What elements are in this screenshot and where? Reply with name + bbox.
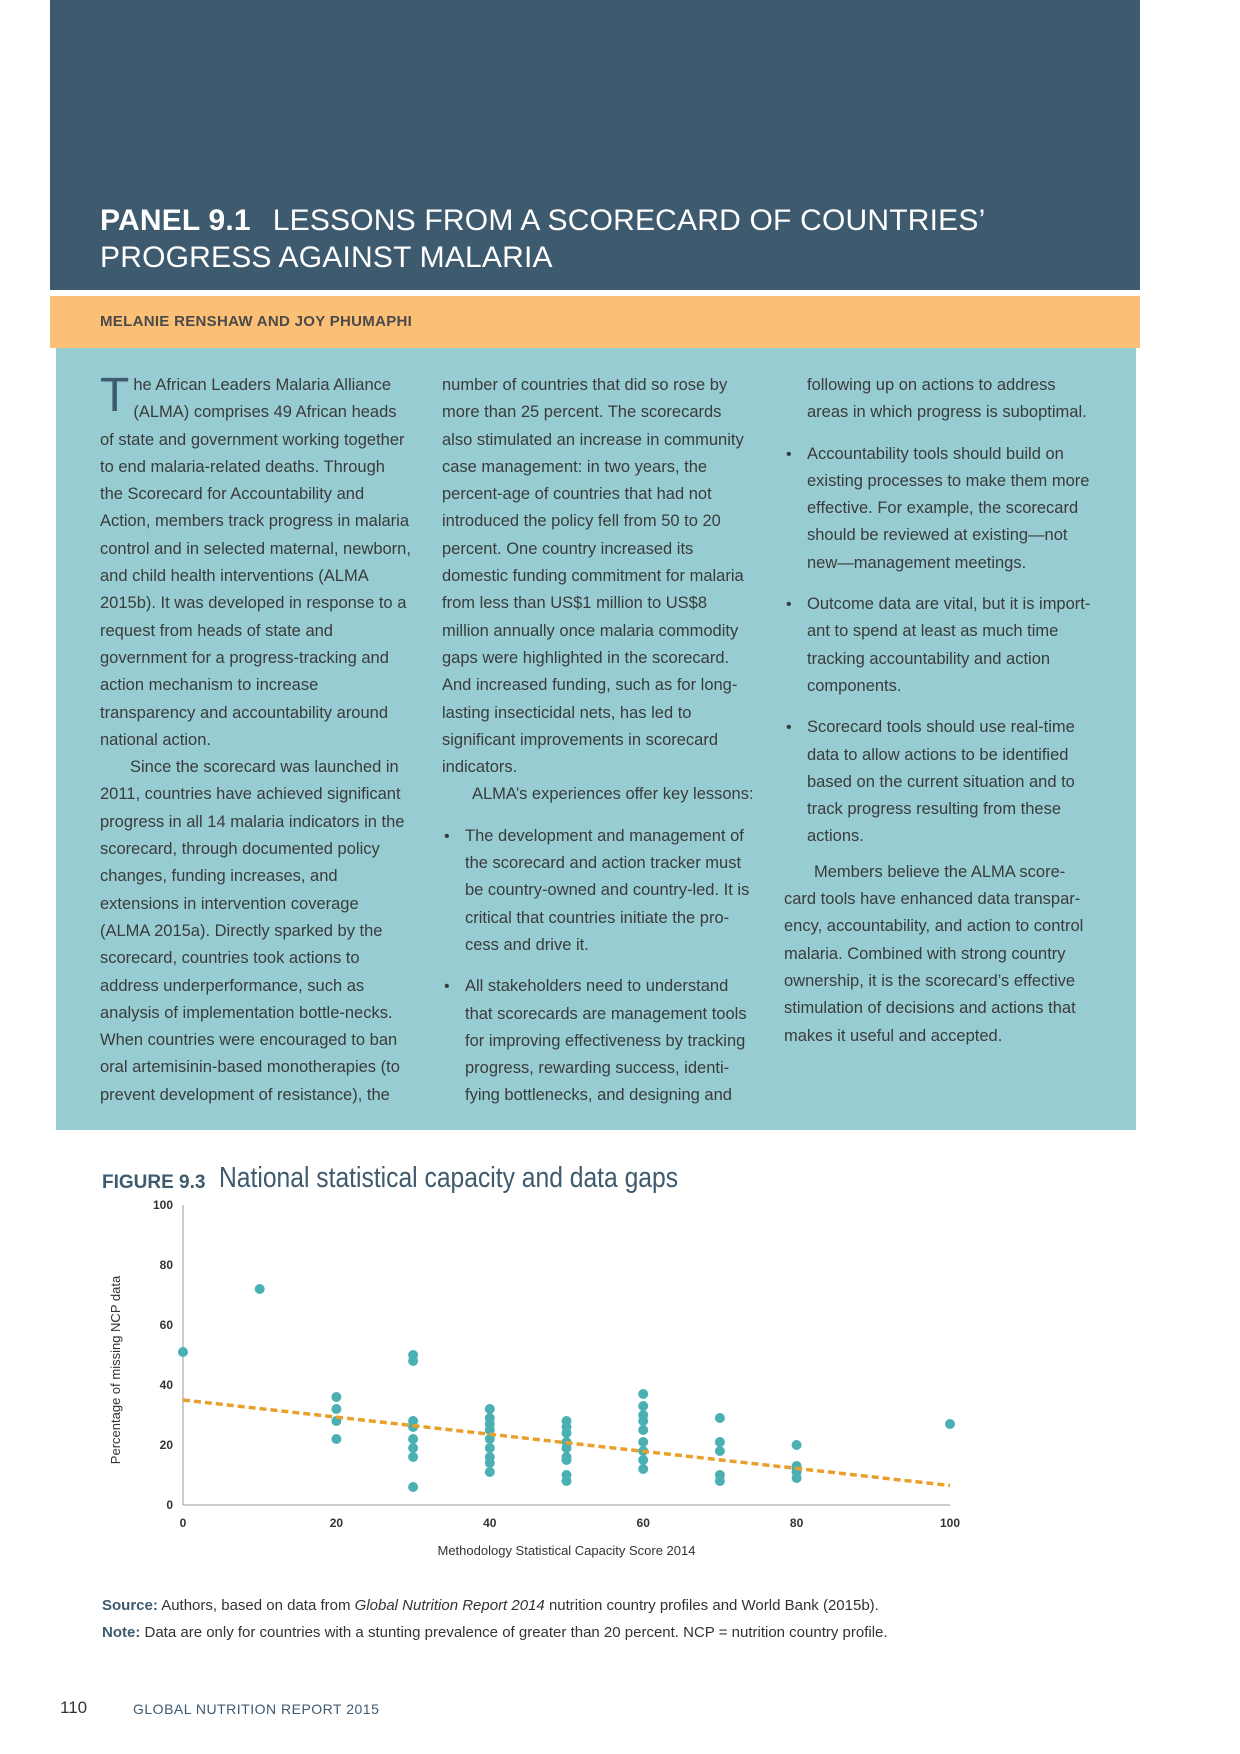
data-point (562, 1428, 572, 1438)
data-point (255, 1284, 265, 1294)
y-tick-label: 100 (152, 1198, 173, 1212)
data-point (715, 1413, 725, 1423)
data-point (178, 1347, 188, 1357)
bullet-text: All stakeholders need to understand that scorecards are management tools for improving effectiveness by tracking progress, rewarding success, identi-fying bottlenecks, and designing and (465, 977, 747, 1105)
column-2 (442, 372, 754, 1110)
column-3 (784, 372, 1096, 1050)
data-point (638, 1389, 648, 1399)
data-point (562, 1476, 572, 1486)
figure-source (102, 1597, 879, 1614)
panel-header (50, 0, 1140, 290)
drop-cap: T (100, 369, 130, 422)
figure-note (102, 1624, 888, 1641)
source-label: Source: (102, 1597, 158, 1614)
bullet-icon: • (786, 445, 792, 463)
figure-label: FIGURE 9.3 (102, 1172, 206, 1193)
panel-label: PANEL 9.1 (100, 204, 251, 237)
bullet-text: Accountability tools should build on existing processes to make them more effective. For example, the scorecard should be reviewed at existing—not new—management meetings. (807, 444, 1090, 572)
paragraph: following up on actions to address areas in which progress is suboptimal. (807, 376, 1087, 422)
source-text: Authors, based on data from (161, 1597, 351, 1614)
y-tick-label: 40 (159, 1378, 173, 1392)
bullet-text: Outcome data are vital, but it is import-ant to spend at least as much time tracking accountability and action components. (807, 595, 1091, 695)
data-point (331, 1404, 341, 1414)
y-tick-label: 80 (159, 1258, 173, 1272)
column-1 (100, 369, 412, 1109)
data-point (408, 1482, 418, 1492)
data-point (638, 1416, 648, 1426)
source-text: nutrition country profiles and World Bank (2015b). (548, 1597, 879, 1614)
note-label: Note: (102, 1624, 141, 1641)
data-point (792, 1473, 802, 1483)
bullet-item (784, 591, 1096, 700)
data-point (638, 1425, 648, 1435)
panel-body (56, 348, 1136, 1130)
source-italic: Global Nutrition Report 2014 (354, 1597, 545, 1614)
y-tick-label: 20 (159, 1438, 173, 1452)
paragraph: Since the scorecard was launched in 2011, countries have achieved significant progress in all 14 malaria indicators in the scorecard, through documented policy changes, funding increases, and extensions in intervention coverage (ALMA 2015a). Directly sparked by the scorecard, countries took actions to address underperformance, such as analysis of implementation bottle-necks. When countries were encouraged to ban oral artemisinin-based monotherapies (to prevent development of resistance), the (100, 758, 405, 1104)
x-tick-label: 40 (483, 1516, 497, 1530)
bullet-text: Scorecard tools should use real-time data to allow actions to be identified based on the current situation and to track progress resulting from these actions. (807, 718, 1075, 846)
panel-title-line1: LESSONS FROM A SCORECARD OF COUNTRIES’ (272, 204, 986, 237)
panel-title-line2: PROGRESS AGAINST MALARIA (100, 241, 553, 274)
data-point (331, 1434, 341, 1444)
running-title: GLOBAL NUTRITION REPORT 2015 (133, 1701, 380, 1717)
bullet-item (784, 714, 1096, 850)
bullet-item (784, 441, 1096, 577)
data-point (331, 1392, 341, 1402)
data-point (638, 1437, 648, 1447)
x-tick-label: 0 (179, 1516, 187, 1530)
authors-bar (50, 296, 1140, 348)
x-tick-label: 80 (789, 1516, 804, 1530)
data-point (485, 1404, 495, 1414)
data-point (638, 1464, 648, 1474)
data-point (792, 1440, 802, 1450)
data-point (715, 1446, 725, 1456)
data-point (408, 1356, 418, 1366)
y-tick-label: 60 (159, 1318, 173, 1332)
bullet-text: The development and management of the scorecard and action tracker must be country-owned and country-led. It is critical that countries initiate the pro-cess and drive it. (465, 826, 750, 954)
data-point (715, 1437, 725, 1447)
bullet-icon: • (786, 596, 792, 614)
data-point (715, 1476, 725, 1486)
bullet-item (442, 823, 754, 959)
data-point (408, 1452, 418, 1462)
scatter-chart (95, 1195, 995, 1580)
bullet-item (442, 973, 754, 1109)
data-point (408, 1434, 418, 1444)
data-point (408, 1443, 418, 1453)
bullet-icon: • (444, 827, 450, 845)
x-tick-label: 20 (329, 1516, 344, 1530)
data-point (485, 1467, 495, 1477)
x-tick-label: 60 (636, 1516, 650, 1530)
authors: MELANIE RENSHAW AND JOY PHUMAPHI (100, 313, 413, 330)
bullet-icon: • (786, 719, 792, 737)
x-tick-label: 100 (939, 1516, 961, 1530)
data-point (485, 1458, 495, 1468)
data-point (945, 1419, 955, 1429)
page-number: 110 (60, 1698, 88, 1717)
x-axis-label: Methodology Statistical Capacity Score 2014 (437, 1543, 696, 1558)
data-point (638, 1455, 648, 1465)
paragraph: ALMA’s experiences offer key lessons: (472, 785, 754, 804)
data-point (638, 1401, 648, 1411)
figure-title: National statistical capacity and data gaps (219, 1162, 679, 1194)
y-tick-label: 0 (166, 1498, 173, 1512)
paragraph-text: he African Leaders Malaria Alliance (ALMA) comprises 49 African heads of state and government working together to end malaria-related deaths. Through the Scorecard for Accountability and Action, members track progress in malaria control and in selected maternal, newborn, and child health interventions (ALMA 2015b). It was developed in response to a request from heads of state and government for a progress-tracking and action mechanism to increase transparency and accountability around national action. (100, 376, 411, 749)
bullet-icon: • (444, 978, 450, 996)
data-point (562, 1455, 572, 1465)
paragraph: Members believe the ALMA score-card tools have enhanced data transpar-ency, accountability, and action to control malaria. Combined with strong country ownership, it is the scorecard’s effective stimulation of decisions and actions that makes it useful and accepted. (784, 862, 1084, 1045)
y-axis-label: Percentage of missing NCP data (108, 1275, 123, 1465)
paragraph: number of countries that did so rose by more than 25 percent. The scorecards also stimulated an increase in community case management: in two years, the percent-age of countries that had not introduced the policy fell from 50 to 20 percent. One country increased its domestic funding commitment for malaria from less than US$1 million to US$8 million annually once malaria commodity gaps were highlighted in the scorecard. And increased funding, such as for long-lasting insecticidal nets, has led to significant improvements in scorecard indicators. (442, 376, 744, 777)
data-point (485, 1443, 495, 1453)
paragraph (100, 369, 412, 754)
panel-title (100, 202, 1100, 276)
note-text: Data are only for countries with a stunting prevalence of greater than 20 percent. NCP = nutrition country profile. (144, 1624, 888, 1641)
